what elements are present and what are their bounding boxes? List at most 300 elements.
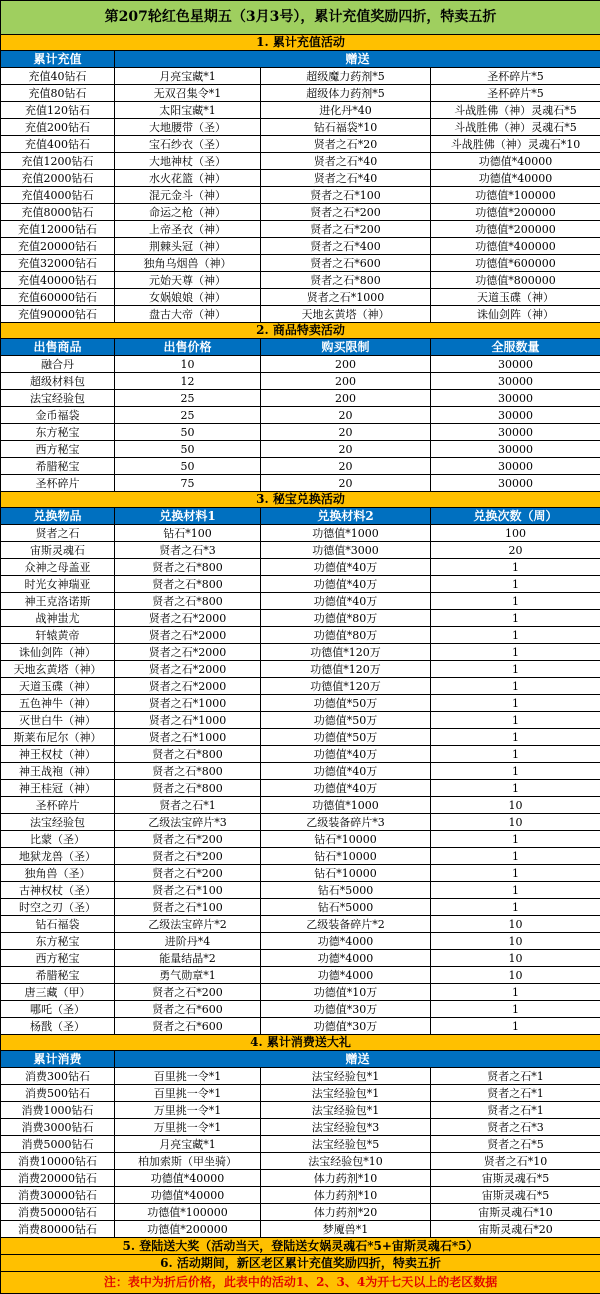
column-header: 累计消费 [1, 1051, 115, 1068]
sale-row [1, 424, 600, 441]
table-cell: 1 [431, 746, 600, 763]
table-cell: 充值1200钻石 [1, 153, 115, 170]
table-cell: 月亮宝藏*1 [115, 1136, 261, 1153]
table-cell: 1 [431, 1001, 600, 1018]
recharge-row [1, 255, 600, 272]
column-header: 购买限制 [261, 339, 431, 356]
exchange-row [1, 627, 600, 644]
table-cell: 贤者之石*1000 [261, 289, 431, 306]
table-cell: 1 [431, 1018, 600, 1035]
exchange-row [1, 729, 600, 746]
login-reward-notice: 5. 登陆送大奖（活动当天，登陆送女娲灵魂石*5+宙斯灵魂石*5） [1, 1238, 600, 1255]
table-cell: 1 [431, 695, 600, 712]
table-cell: 功德值*40万 [261, 559, 431, 576]
table-cell: 诛仙剑阵（神） [1, 644, 115, 661]
s2-header-row [1, 339, 600, 356]
table-cell: 1 [431, 559, 600, 576]
table-cell: 贤者之石*1 [431, 1068, 600, 1085]
table-cell: 功德值*120万 [261, 644, 431, 661]
table-cell: 功德值*1000 [261, 797, 431, 814]
footnote: 注：表中为折后价格，此表中的活动1、2、3、4为开七天以上的老区数据 [1, 1272, 600, 1294]
table-cell: 1 [431, 627, 600, 644]
table-cell: 20 [261, 458, 431, 475]
table-cell: 1 [431, 763, 600, 780]
table-cell: 12 [115, 373, 261, 390]
table-cell: 30000 [431, 424, 600, 441]
table-cell: 贤者之石*200 [261, 204, 431, 221]
exchange-row [1, 780, 600, 797]
exchange-row [1, 644, 600, 661]
recharge-row [1, 306, 600, 323]
table-cell: 命运之枪（神） [115, 204, 261, 221]
table-cell: 体力药剂*10 [261, 1187, 431, 1204]
table-cell: 贤者之石*800 [115, 780, 261, 797]
table-cell: 功德值*40万 [261, 763, 431, 780]
table-cell: 独角兽（圣） [1, 865, 115, 882]
section-title: 2. 商品特卖活动 [1, 323, 600, 339]
s3-header-row [1, 508, 600, 525]
table-cell: 贤者之石 [1, 525, 115, 542]
table-cell: 充值8000钻石 [1, 204, 115, 221]
table-cell: 体力药剂*20 [261, 1204, 431, 1221]
consume-row [1, 1068, 600, 1085]
table-cell: 百里挑一令*1 [115, 1085, 261, 1102]
table-cell: 50 [115, 441, 261, 458]
exchange-row [1, 984, 600, 1001]
sale-row [1, 356, 600, 373]
table-cell: 消费3000钻石 [1, 1119, 115, 1136]
exchange-row [1, 831, 600, 848]
table-cell: 斗战胜佛（神）灵魂石*5 [431, 102, 600, 119]
table-cell: 贤者之石*100 [261, 187, 431, 204]
table-cell: 轩辕黄帝 [1, 627, 115, 644]
table-cell: 法宝经验包*3 [261, 1119, 431, 1136]
table-cell: 贤者之石*3 [431, 1119, 600, 1136]
table-cell: 超级体力药剂*5 [261, 85, 431, 102]
exchange-row [1, 610, 600, 627]
table-cell: 10 [431, 814, 600, 831]
table-cell: 五色神牛（神） [1, 695, 115, 712]
table-cell: 钻石*10000 [261, 865, 431, 882]
s4-header-row [1, 1051, 600, 1068]
table-cell: 75 [115, 475, 261, 492]
table-cell: 1 [431, 882, 600, 899]
table-cell: 贤者之石*200 [115, 984, 261, 1001]
table-cell: 天道玉碟（神） [1, 678, 115, 695]
table-cell: 贤者之石*200 [261, 221, 431, 238]
table-cell: 消费1000钻石 [1, 1102, 115, 1119]
sale-row [1, 390, 600, 407]
table-cell: 法宝经验包 [1, 390, 115, 407]
table-cell: 200 [261, 373, 431, 390]
table-cell: 元始天尊（神） [115, 272, 261, 289]
discount-notice: 6. 活动期间，新区老区累计充值奖励四折，特卖五折 [1, 1255, 600, 1272]
page-title: 第207轮红色星期五（3月3号），累计充值奖励四折，特卖五折 [1, 1, 600, 35]
table-cell: 功德值*200000 [431, 204, 600, 221]
table-cell: 贤者之石*1 [431, 1085, 600, 1102]
exchange-row [1, 695, 600, 712]
table-cell: 200 [261, 390, 431, 407]
table-cell: 1 [431, 610, 600, 627]
table-cell: 消费500钻石 [1, 1085, 115, 1102]
table-cell: 能量结晶*2 [115, 950, 261, 967]
table-cell: 宙斯灵魂石*5 [431, 1187, 600, 1204]
exchange-row [1, 814, 600, 831]
s4-title-row [1, 1035, 600, 1051]
table-cell: 百里挑一令*1 [115, 1068, 261, 1085]
table-cell: 钻石*10000 [261, 831, 431, 848]
exchange-row [1, 661, 600, 678]
column-header: 出售价格 [115, 339, 261, 356]
table-cell: 宙斯灵魂石*20 [431, 1221, 600, 1238]
table-cell: 消费80000钻石 [1, 1221, 115, 1238]
consume-row [1, 1153, 600, 1170]
table-cell: 消费10000钻石 [1, 1153, 115, 1170]
table-cell: 10 [431, 797, 600, 814]
table-cell: 1 [431, 712, 600, 729]
table-cell: 万里挑一令*1 [115, 1102, 261, 1119]
table-cell: 20 [261, 407, 431, 424]
table-cell: 贤者之石*3 [115, 542, 261, 559]
table-cell: 宙斯灵魂石 [1, 542, 115, 559]
consume-row [1, 1136, 600, 1153]
exchange-row [1, 865, 600, 882]
table-cell: 月亮宝藏*1 [115, 68, 261, 85]
table-cell: 进化丹*40 [261, 102, 431, 119]
table-cell: 融合丹 [1, 356, 115, 373]
table-cell: 大地腰带（圣） [115, 119, 261, 136]
table-cell: 天地玄黄塔（神） [261, 306, 431, 323]
table-cell: 钻石*10000 [261, 848, 431, 865]
table-cell: 30000 [431, 475, 600, 492]
table-cell: 功德值*30万 [261, 1001, 431, 1018]
recharge-row [1, 289, 600, 306]
sale-row [1, 458, 600, 475]
table-cell: 贤者之石*1 [115, 797, 261, 814]
table-cell: 神王克洛诺斯 [1, 593, 115, 610]
table-cell: 贤者之石*20 [261, 136, 431, 153]
table-cell: 20 [261, 424, 431, 441]
table-cell: 西方秘宝 [1, 441, 115, 458]
exchange-row [1, 916, 600, 933]
table-cell: 功德值*80万 [261, 610, 431, 627]
table-cell: 10 [431, 933, 600, 950]
table-cell: 神王权杖（神） [1, 746, 115, 763]
table-cell: 钻石福袋*10 [261, 119, 431, 136]
table-cell: 贤者之石*200 [115, 865, 261, 882]
table-cell: 功德值*40000 [431, 153, 600, 170]
table-cell: 贤者之石*2000 [115, 610, 261, 627]
table-cell: 充值120钻石 [1, 102, 115, 119]
table-cell: 乙级法宝碎片*2 [115, 916, 261, 933]
exchange-row [1, 950, 600, 967]
table-cell: 宙斯灵魂石*10 [431, 1204, 600, 1221]
table-cell: 50 [115, 424, 261, 441]
table-cell: 诛仙剑阵（神） [431, 306, 600, 323]
table-cell: 勇气勋章*1 [115, 967, 261, 984]
table-cell: 功德值*200000 [115, 1221, 261, 1238]
table-cell: 功德*4000 [261, 967, 431, 984]
sale-row [1, 373, 600, 390]
table-cell: 上帝圣衣（神） [115, 221, 261, 238]
table-cell: 时空之刃（圣） [1, 899, 115, 916]
table-cell: 贤者之石*1000 [115, 695, 261, 712]
table-cell: 贤者之石*600 [115, 1001, 261, 1018]
table-cell: 充值4000钻石 [1, 187, 115, 204]
exchange-row [1, 746, 600, 763]
exchange-row [1, 712, 600, 729]
table-cell: 30000 [431, 373, 600, 390]
table-cell: 东方秘宝 [1, 933, 115, 950]
table-cell: 10 [431, 967, 600, 984]
table-cell: 功德值*40000 [115, 1187, 261, 1204]
consume-row [1, 1170, 600, 1187]
sale-row [1, 407, 600, 424]
section-title: 3. 秘宝兑换活动 [1, 492, 600, 508]
recharge-row [1, 187, 600, 204]
table-cell: 贤者之石*800 [115, 576, 261, 593]
table-cell: 贤者之石*400 [261, 238, 431, 255]
table-cell: 消费20000钻石 [1, 1170, 115, 1187]
table-cell: 圣杯碎片*5 [431, 85, 600, 102]
column-header: 赠送 [115, 51, 600, 68]
table-cell: 斯莱布尼尔（神） [1, 729, 115, 746]
table-cell: 消费5000钻石 [1, 1136, 115, 1153]
exchange-row [1, 576, 600, 593]
table-cell: 功德值*400000 [431, 238, 600, 255]
table-cell: 功德值*40万 [261, 576, 431, 593]
table-cell: 1 [431, 865, 600, 882]
exchange-row [1, 542, 600, 559]
table-cell: 10 [431, 950, 600, 967]
table-cell: 哪吒（圣） [1, 1001, 115, 1018]
table-cell: 25 [115, 407, 261, 424]
table-cell: 功德值*1000 [261, 525, 431, 542]
table-cell: 法宝经验包*10 [261, 1153, 431, 1170]
column-header: 兑换材料2 [261, 508, 431, 525]
table-cell: 圣杯碎片*5 [431, 68, 600, 85]
table-cell: 充值32000钻石 [1, 255, 115, 272]
table-cell: 钻石*5000 [261, 899, 431, 916]
recharge-row [1, 102, 600, 119]
table-cell: 天地玄黄塔（神） [1, 661, 115, 678]
table-cell: 消费30000钻石 [1, 1187, 115, 1204]
table-cell: 功德值*120万 [261, 661, 431, 678]
table-cell: 功德值*100000 [115, 1204, 261, 1221]
table-cell: 贤者之石*2000 [115, 661, 261, 678]
table-cell: 消费300钻石 [1, 1068, 115, 1085]
table-cell: 功德*4000 [261, 950, 431, 967]
table-cell: 西方秘宝 [1, 950, 115, 967]
table-cell: 贤者之石*2000 [115, 644, 261, 661]
recharge-row [1, 272, 600, 289]
exchange-row [1, 882, 600, 899]
table-cell: 盘古大帝（神） [115, 306, 261, 323]
table-cell: 1 [431, 780, 600, 797]
table-cell: 体力药剂*10 [261, 1170, 431, 1187]
s5-row [1, 1238, 600, 1255]
table-cell: 杨戬（圣） [1, 1018, 115, 1035]
table-cell: 法宝经验包*1 [261, 1085, 431, 1102]
table-cell: 充值90000钻石 [1, 306, 115, 323]
table-cell: 贤者之石*5 [431, 1136, 600, 1153]
table-cell: 法宝经验包*1 [261, 1102, 431, 1119]
table-cell: 贤者之石*800 [115, 593, 261, 610]
table-cell: 20 [261, 475, 431, 492]
table-cell: 功德值*3000 [261, 542, 431, 559]
recharge-row [1, 204, 600, 221]
table-cell: 贤者之石*100 [115, 882, 261, 899]
table-cell: 30000 [431, 458, 600, 475]
table-cell: 充值12000钻石 [1, 221, 115, 238]
recharge-row [1, 119, 600, 136]
exchange-row [1, 967, 600, 984]
table-cell: 功德值*40000 [431, 170, 600, 187]
table-cell: 乙级法宝碎片*3 [115, 814, 261, 831]
table-cell: 水火花篮（神） [115, 170, 261, 187]
recharge-row [1, 170, 600, 187]
sale-row [1, 475, 600, 492]
table-cell: 希腊秘宝 [1, 967, 115, 984]
table-cell: 钻石*5000 [261, 882, 431, 899]
table-cell: 柏加索斯（甲坐骑） [115, 1153, 261, 1170]
table-cell: 1 [431, 729, 600, 746]
table-cell: 梦魇兽*1 [261, 1221, 431, 1238]
table-cell: 地狱龙兽（圣） [1, 848, 115, 865]
table-cell: 充值400钻石 [1, 136, 115, 153]
table-cell: 充值200钻石 [1, 119, 115, 136]
table-cell: 20 [431, 542, 600, 559]
table-cell: 贤者之石*2000 [115, 627, 261, 644]
table-cell: 唐三藏（甲） [1, 984, 115, 1001]
table-cell: 1 [431, 644, 600, 661]
table-cell: 宙斯灵魂石*5 [431, 1170, 600, 1187]
column-header: 全服数量 [431, 339, 600, 356]
s1-header-row [1, 51, 600, 68]
table-cell: 功德值*600000 [431, 255, 600, 272]
table-cell: 功德值*50万 [261, 695, 431, 712]
table-cell: 贤者之石*2000 [115, 678, 261, 695]
table-cell: 金币福袋 [1, 407, 115, 424]
section-title: 1. 累计充值活动 [1, 35, 600, 51]
table-cell: 斗战胜佛（神）灵魂石*5 [431, 119, 600, 136]
table-cell: 众神之母盖亚 [1, 559, 115, 576]
table-cell: 混元金斗（神） [115, 187, 261, 204]
table-cell: 功德值*50万 [261, 712, 431, 729]
table-cell: 功德值*120万 [261, 678, 431, 695]
table-cell: 钻石福袋 [1, 916, 115, 933]
table-cell: 10 [115, 356, 261, 373]
table-cell: 1 [431, 593, 600, 610]
table-cell: 25 [115, 390, 261, 407]
table-cell: 古神权杖（圣） [1, 882, 115, 899]
table-cell: 功德值*40000 [115, 1170, 261, 1187]
recharge-row [1, 238, 600, 255]
table-cell: 功德值*40万 [261, 593, 431, 610]
table-cell: 贤者之石*600 [115, 1018, 261, 1035]
exchange-row [1, 678, 600, 695]
table-cell: 天道玉碟（神） [431, 289, 600, 306]
table-cell: 功德值*50万 [261, 729, 431, 746]
table-cell: 灭世白牛（神） [1, 712, 115, 729]
table-cell: 贤者之石*100 [115, 899, 261, 916]
consume-row [1, 1204, 600, 1221]
exchange-row [1, 797, 600, 814]
recharge-row [1, 153, 600, 170]
table-cell: 1 [431, 661, 600, 678]
table-cell: 功德值*10万 [261, 984, 431, 1001]
table-cell: 贤者之石*1000 [115, 729, 261, 746]
table-cell: 功德值*800000 [431, 272, 600, 289]
recharge-row [1, 85, 600, 102]
column-header: 赠送 [115, 1051, 600, 1068]
column-header: 兑换材料1 [115, 508, 261, 525]
table-cell: 贤者之石*200 [115, 848, 261, 865]
exchange-row [1, 1018, 600, 1035]
exchange-row [1, 593, 600, 610]
table-cell: 200 [261, 356, 431, 373]
table-cell: 神王战袍（神） [1, 763, 115, 780]
table-cell: 充值40钻石 [1, 68, 115, 85]
table-cell: 30000 [431, 407, 600, 424]
table-cell: 50 [115, 458, 261, 475]
consume-row [1, 1187, 600, 1204]
exchange-row [1, 899, 600, 916]
table-cell: 贤者之石*200 [115, 831, 261, 848]
consume-row [1, 1085, 600, 1102]
table-cell: 圣杯碎片 [1, 475, 115, 492]
column-header: 累计充值 [1, 51, 115, 68]
table-cell: 1 [431, 831, 600, 848]
exchange-row [1, 525, 600, 542]
table-cell: 荆棘头冠（神） [115, 238, 261, 255]
s6-row [1, 1255, 600, 1272]
column-header: 兑换次数（周） [431, 508, 600, 525]
table-cell: 神王桂冠（神） [1, 780, 115, 797]
table-cell: 东方秘宝 [1, 424, 115, 441]
consume-row [1, 1102, 600, 1119]
table-cell: 充值40000钻石 [1, 272, 115, 289]
table-cell: 100 [431, 525, 600, 542]
table-cell: 无双召集令*1 [115, 85, 261, 102]
table-cell: 功德值*40万 [261, 780, 431, 797]
exchange-row [1, 1001, 600, 1018]
table-cell: 充值80钻石 [1, 85, 115, 102]
table-cell: 消费50000钻石 [1, 1204, 115, 1221]
table-cell: 贤者之石*1 [431, 1102, 600, 1119]
note-row [1, 1272, 600, 1294]
column-header: 兑换物品 [1, 508, 115, 525]
s2-title-row [1, 323, 600, 339]
s3-title-row [1, 492, 600, 508]
table-cell: 贤者之石*10 [431, 1153, 600, 1170]
sale-row [1, 441, 600, 458]
table-cell: 10 [431, 916, 600, 933]
table-cell: 1 [431, 576, 600, 593]
table-cell: 比蒙（圣） [1, 831, 115, 848]
table-cell: 希腊秘宝 [1, 458, 115, 475]
table-cell: 宝石纱衣（圣） [115, 136, 261, 153]
exchange-row [1, 763, 600, 780]
exchange-row [1, 559, 600, 576]
table-cell: 20 [261, 441, 431, 458]
table-cell: 贤者之石*1000 [115, 712, 261, 729]
table-cell: 进阶丹*4 [115, 933, 261, 950]
table-cell: 贤者之石*800 [115, 559, 261, 576]
page-title-row [1, 1, 600, 35]
table-cell: 时光女神瑞亚 [1, 576, 115, 593]
table-cell: 功德值*100000 [431, 187, 600, 204]
